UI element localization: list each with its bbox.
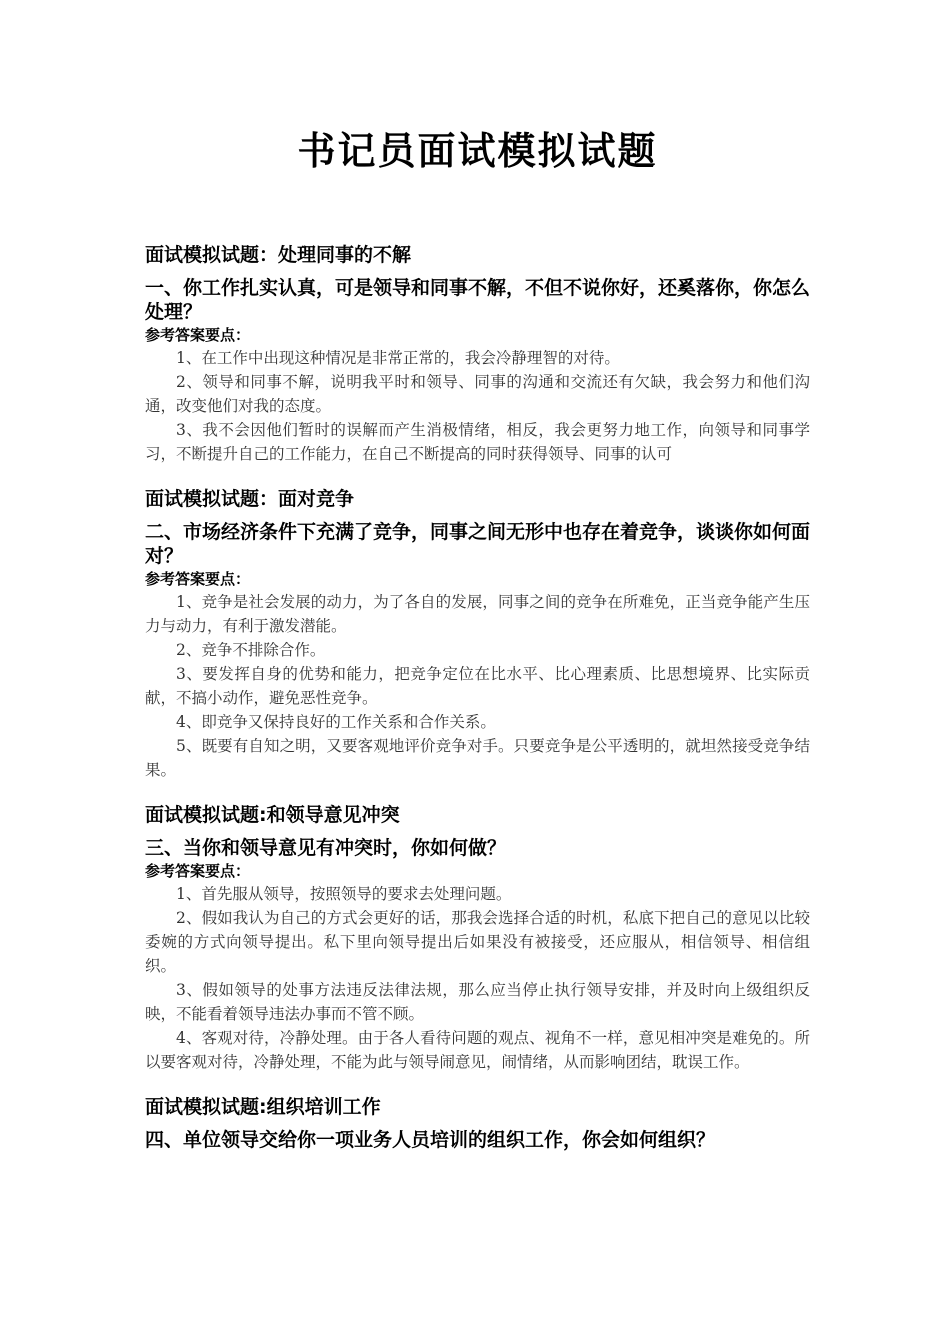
question: 二、市场经济条件下充满了竞争，同事之间无形中也存在着竞争，谈谈你如何面对？ bbox=[145, 521, 811, 567]
answer-item: 1、首先服从领导，按照领导的要求去处理问题。 bbox=[176, 885, 512, 903]
answer-item: 3、假如领导的处事方法违反法律法规，那么应当停止执行领导安排，并及时向上级组织反映，不能看着领导违法办事而不管不顾。 bbox=[145, 981, 810, 1023]
answer-label: 参考答案要点： bbox=[145, 570, 251, 588]
section-2 bbox=[145, 486, 810, 782]
question: 三、当你和领导意见有冲突时，你如何做？ bbox=[145, 837, 507, 859]
document-title: 书记员面试模拟试题 bbox=[297, 128, 658, 173]
section-heading: 面试模拟试题:组织培训工作 bbox=[145, 1096, 381, 1118]
question: 四、单位领导交给你一项业务人员培训的组织工作，你会如何组织？ bbox=[145, 1129, 716, 1151]
section-heading: 面试模拟试题：面对竞争 bbox=[145, 488, 355, 510]
answer-label: 参考答案要点： bbox=[145, 862, 251, 880]
section-heading: 面试模拟试题：处理同事的不解 bbox=[145, 244, 412, 266]
answer-item: 2、领导和同事不解，说明我平时和领导、同事的沟通和交流还有欠缺，我会努力和他们沟通，改变他们对我的态度。 bbox=[145, 373, 810, 415]
document-page bbox=[145, 120, 810, 1172]
answer-label: 参考答案要点： bbox=[145, 326, 251, 344]
section-3 bbox=[145, 802, 810, 1074]
section-1 bbox=[145, 242, 810, 466]
section-heading: 面试模拟试题:和领导意见冲突 bbox=[145, 804, 400, 826]
answer-item: 1、在工作中出现这种情况是非常正常的，我会冷静理智的对待。 bbox=[176, 349, 620, 367]
answer-item: 1、竞争是社会发展的动力，为了各自的发展，同事之间的竞争在所难免，正当竞争能产生压力与动力，有利于激发潜能。 bbox=[145, 593, 810, 635]
answer-item: 2、竞争不排除合作。 bbox=[176, 641, 326, 659]
question: 一、你工作扎实认真，可是领导和同事不解，不但不说你好，还奚落你，你怎么处理？ bbox=[145, 277, 811, 323]
section-4 bbox=[145, 1094, 810, 1152]
answer-item: 3、我不会因他们暂时的误解而产生消极情绪，相反，我会更努力地工作，向领导和同事学习，不断提升自己的工作能力，在自己不断提高的同时获得领导、同事的认可 bbox=[145, 421, 810, 463]
answer-item: 4、客观对待，冷静处理。由于各人看待问题的观点、视角不一样，意见相冲突是难免的。所以要客观对待，冷静处理，不能为此与领导闹意见，闹情绪，从而影响团结，耽误工作。 bbox=[145, 1029, 810, 1071]
answer-item: 3、要发挥自身的优势和能力，把竞争定位在比水平、比心理素质、比思想境界、比实际贡献，不搞小动作，避免恶性竞争。 bbox=[145, 665, 810, 707]
answer-item: 5、既要有自知之明，又要客观地评价竞争对手。只要竞争是公平透明的，就坦然接受竞争结果。 bbox=[145, 737, 810, 779]
answer-item: 4、即竞争又保持良好的工作关系和合作关系。 bbox=[176, 713, 496, 731]
answer-item: 2、假如我认为自己的方式会更好的话，那我会选择合适的时机，私底下把自己的意见以比较委婉的方式向领导提出。私下里向领导提出后如果没有被接受，还应服从，相信领导、相信组织。 bbox=[145, 909, 810, 975]
